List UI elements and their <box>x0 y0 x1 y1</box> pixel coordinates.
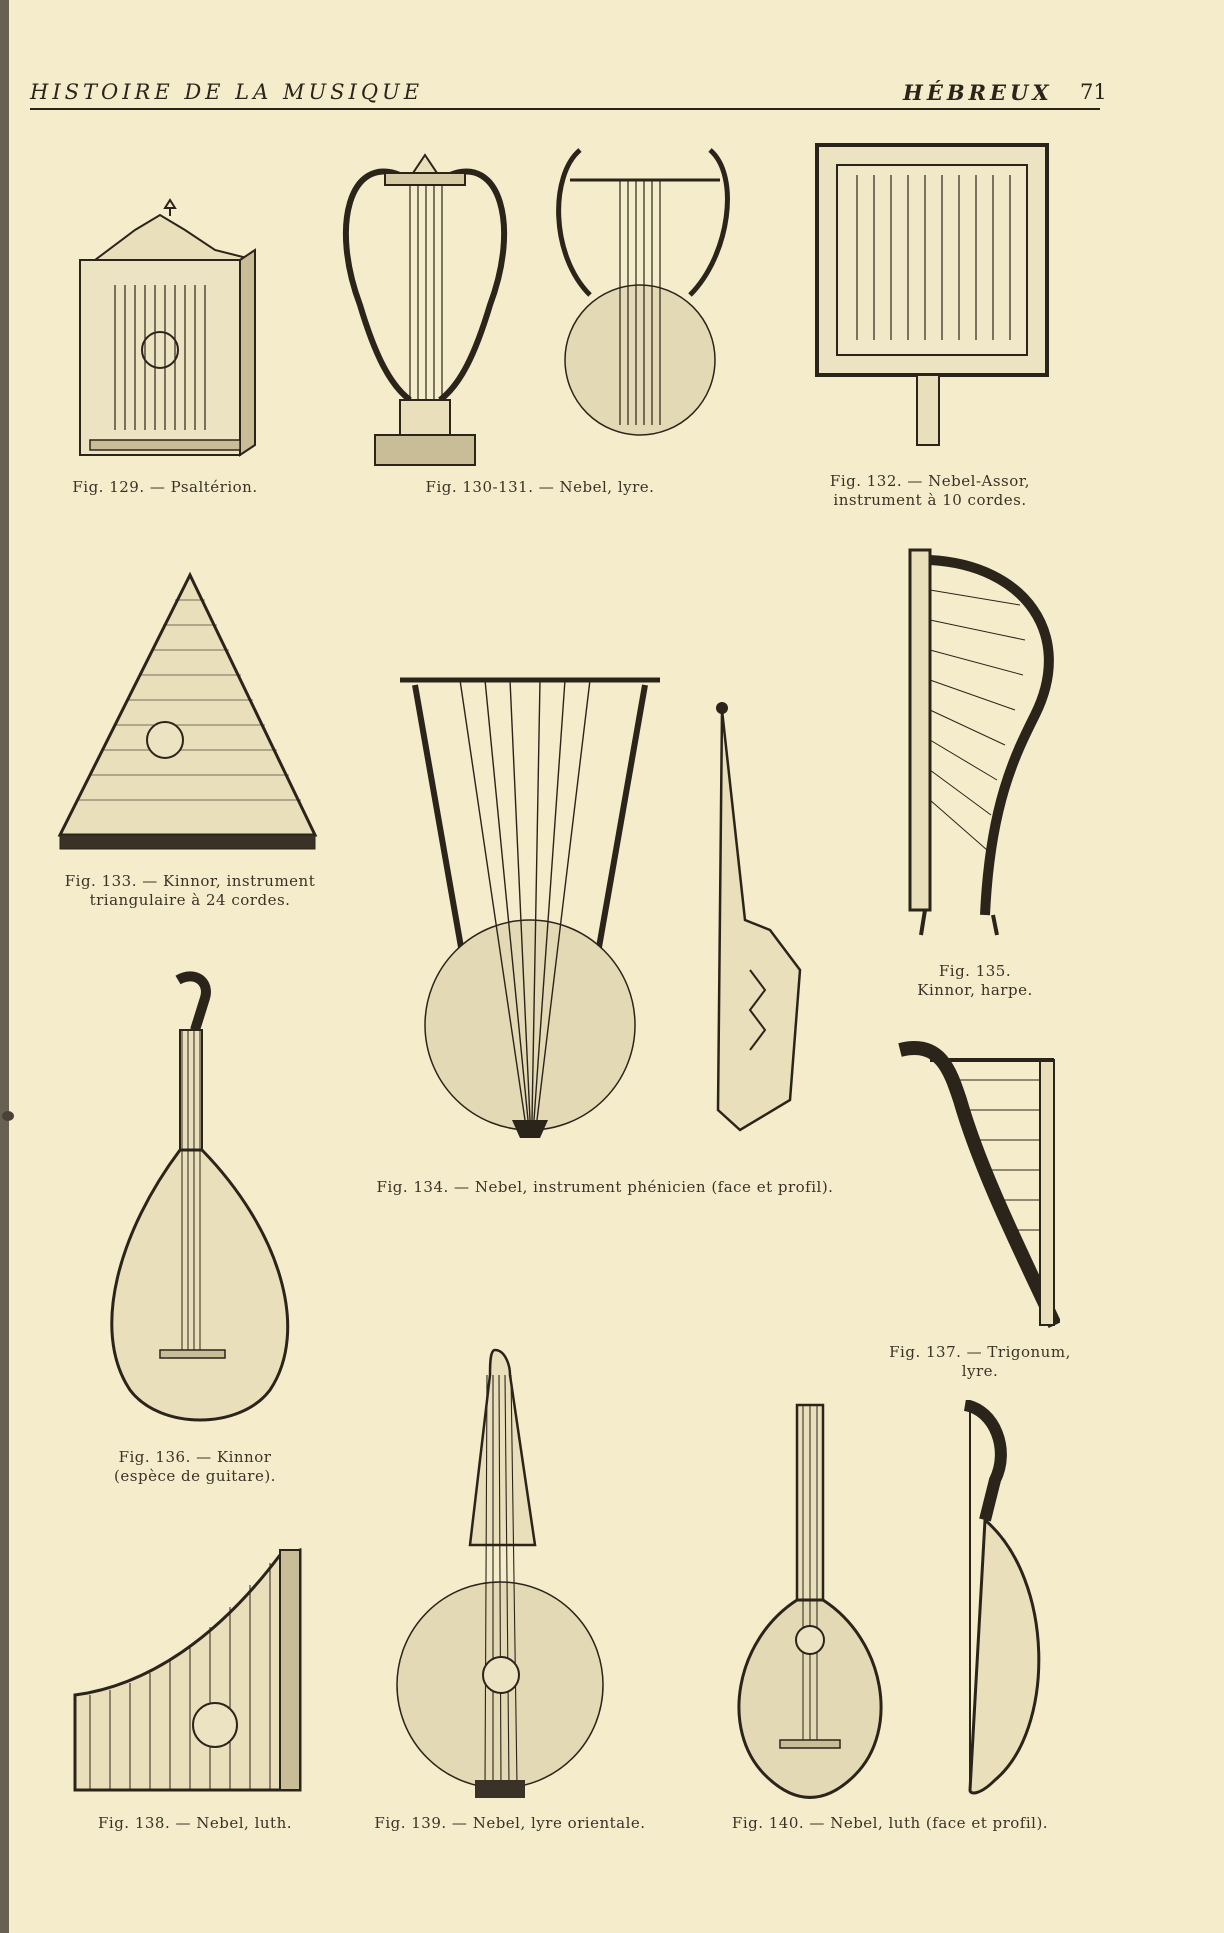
caption-fig-129-text: Fig. 129. — Psaltérion. <box>72 478 258 496</box>
psalterion-figure <box>75 190 265 465</box>
lyre-orientale-figure <box>395 1345 610 1805</box>
section-title: HÉBREUX <box>903 80 1053 105</box>
binding-mark <box>2 1111 14 1121</box>
lyre-figure <box>330 135 730 475</box>
caption-fig-132-line2: instrument à 10 cordes. <box>833 491 1027 509</box>
caption-fig-130-text: Fig. 130-131. — Nebel, lyre. <box>425 478 655 496</box>
caption-fig-130-131 <box>400 478 680 497</box>
caption-fig-133-line1: Fig. 133. — Kinnor, instrument <box>64 872 316 890</box>
nebel-phenicien-figure <box>400 670 830 1150</box>
caption-fig-134 <box>360 1178 850 1197</box>
caption-fig-136 <box>80 1448 310 1486</box>
caption-fig-135 <box>880 962 1070 1000</box>
caption-fig-129 <box>60 478 270 497</box>
caption-fig-133-line2: triangulaire à 24 cordes. <box>89 891 291 909</box>
caption-fig-135-line2: Kinnor, harpe. <box>917 981 1033 999</box>
caption-fig-132-line1: Fig. 132. — Nebel-Assor, <box>829 472 1031 490</box>
caption-fig-137-line1: Fig. 137. — Trigonum, <box>889 1343 1071 1361</box>
caption-fig-137-line2: lyre. <box>961 1362 999 1380</box>
caption-fig-132 <box>800 472 1060 510</box>
caption-fig-140-text: Fig. 140. — Nebel, luth (face et profil). <box>731 1814 1049 1832</box>
trigonum-figure <box>890 1040 1060 1330</box>
page-number: 71 <box>1080 80 1107 104</box>
caption-fig-139 <box>360 1814 660 1833</box>
nebel-luth-figure <box>70 1545 310 1800</box>
caption-fig-138 <box>70 1814 320 1833</box>
caption-fig-136-line2: (espèce de guitare). <box>114 1467 276 1485</box>
caption-fig-137 <box>870 1343 1090 1381</box>
page-edge-shadow <box>0 0 9 1933</box>
kinnor-guitare-figure <box>100 970 300 1430</box>
caption-fig-136-line1: Fig. 136. — Kinnor <box>118 1448 272 1466</box>
caption-fig-138-text: Fig. 138. — Nebel, luth. <box>97 1814 292 1832</box>
caption-fig-140 <box>720 1814 1060 1833</box>
caption-fig-133 <box>45 872 335 910</box>
header-rule <box>30 108 1100 110</box>
nebel-luth-face-profil-figure <box>725 1400 1055 1805</box>
nebel-assor-figure <box>812 140 1052 460</box>
running-title: HISTOIRE DE LA MUSIQUE <box>30 80 424 104</box>
caption-fig-139-text: Fig. 139. — Nebel, lyre orientale. <box>374 1814 646 1832</box>
caption-fig-134-text: Fig. 134. — Nebel, instrument phénicien (face et profil). <box>376 1178 834 1196</box>
kinnor-triangle-figure <box>55 570 325 855</box>
kinnor-harpe-figure <box>905 545 1065 945</box>
caption-fig-135-line1: Fig. 135. <box>938 962 1012 980</box>
